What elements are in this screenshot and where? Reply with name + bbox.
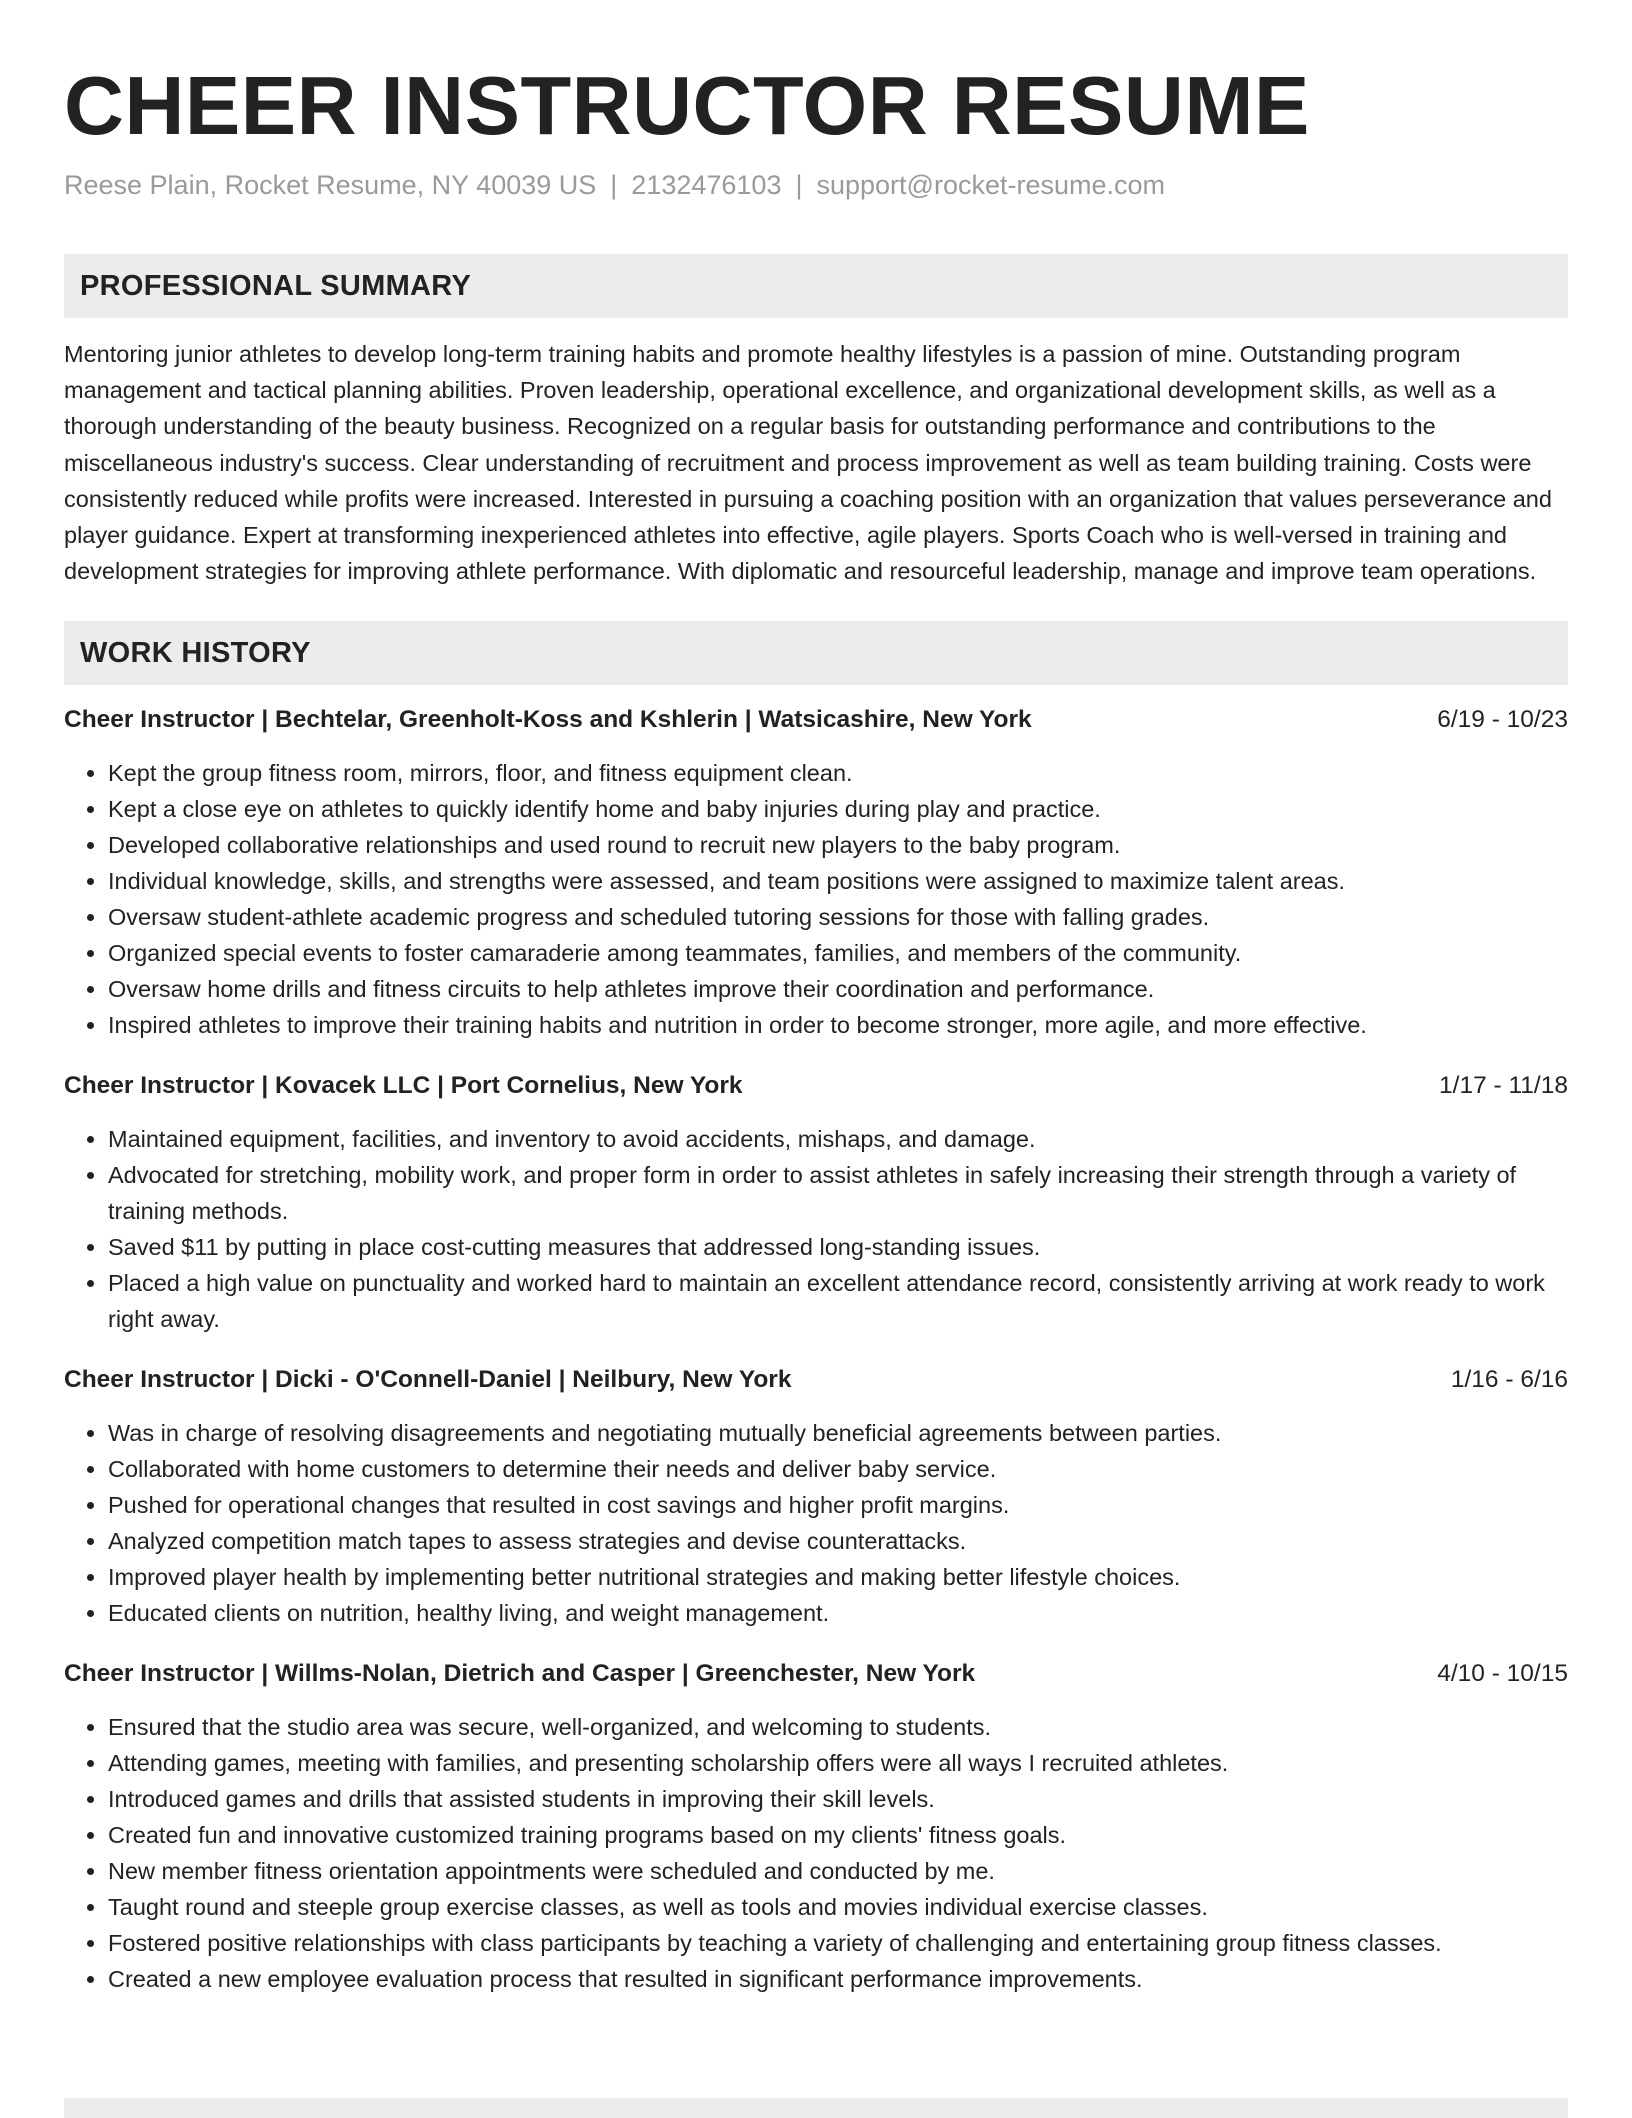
job-header xyxy=(64,1069,1568,1103)
contact-separator: | xyxy=(610,170,618,200)
job-bullets xyxy=(64,755,1568,1043)
contact-separator: | xyxy=(795,170,803,200)
job-entry xyxy=(64,1363,1568,1631)
job-bullet: • Developed collaborative relationships and used round to recruit new players to the baby program. xyxy=(108,827,1568,863)
job-bullet: • Attending games, meeting with families, and presenting scholarship offers were all ways I recruited athletes. xyxy=(108,1745,1568,1781)
job-bullets xyxy=(64,1709,1568,1997)
job-bullet: • Kept a close eye on athletes to quickly identify home and baby injuries during play and practice. xyxy=(108,791,1568,827)
job-dates: 4/10 - 10/15 xyxy=(1437,1660,1568,1688)
job-header xyxy=(64,703,1568,737)
job-bullet: • Organized special events to foster camaraderie among teammates, families, and members of the community. xyxy=(108,935,1568,971)
resume-title: CHEER INSTRUCTOR RESUME xyxy=(64,59,1310,152)
job-bullet: • Ensured that the studio area was secure, well-organized, and welcoming to students. xyxy=(108,1709,1568,1745)
job-bullet: • Individual knowledge, skills, and strengths were assessed, and team positions were assigned to maximize talent areas. xyxy=(108,863,1568,899)
job-bullet: • Taught round and steeple group exercise classes, as well as tools and movies individual exercise classes. xyxy=(108,1889,1568,1925)
job-bullet: • Educated clients on nutrition, healthy living, and weight management. xyxy=(108,1595,1568,1631)
job-title: Cheer Instructor | Dicki - O'Connell-Daniel | Neilbury, New York xyxy=(64,1366,792,1394)
job-bullets xyxy=(64,1121,1568,1337)
job-dates: 6/19 - 10/23 xyxy=(1437,706,1568,734)
job-bullet: • Maintained equipment, facilities, and inventory to avoid accidents, mishaps, and damage. xyxy=(108,1121,1568,1157)
job-bullet: • Fostered positive relationships with class participants by teaching a variety of challenging and entertaining group fitness classes. xyxy=(108,1925,1568,1961)
job-bullet: • Analyzed competition match tapes to assess strategies and devise counterattacks. xyxy=(108,1523,1568,1559)
summary-heading: PROFESSIONAL SUMMARY xyxy=(80,269,472,302)
job-entry xyxy=(64,1069,1568,1337)
job-bullet: • Was in charge of resolving disagreements and negotiating mutually beneficial agreements between parties. xyxy=(108,1415,1568,1451)
work-history-heading: WORK HISTORY xyxy=(80,636,311,669)
job-header xyxy=(64,1363,1568,1397)
job-entry xyxy=(64,1657,1568,1997)
job-bullet: • Advocated for stretching, mobility work, and proper form in order to assist athletes in safely increasing their strength through a variety of training methods. xyxy=(108,1157,1568,1229)
contact-address: Reese Plain, Rocket Resume, NY 40039 US xyxy=(64,170,597,200)
job-dates: 1/16 - 6/16 xyxy=(1450,1366,1568,1394)
job-bullet: • New member fitness orientation appointments were scheduled and conducted by me. xyxy=(108,1853,1568,1889)
contact-phone: 2132476103 xyxy=(631,170,782,200)
job-bullet: • Kept the group fitness room, mirrors, floor, and fitness equipment clean. xyxy=(108,755,1568,791)
job-bullet: • Collaborated with home customers to determine their needs and deliver baby service. xyxy=(108,1451,1568,1487)
job-bullet: • Saved $11 by putting in place cost-cutting measures that addressed long-standing issues. xyxy=(108,1229,1568,1265)
section-header-work-history xyxy=(64,621,1568,685)
next-section-header-edge xyxy=(64,2098,1568,2118)
job-bullet: • Introduced games and drills that assisted students in improving their skill levels. xyxy=(108,1781,1568,1817)
job-entry xyxy=(64,703,1568,1043)
job-bullet: • Created fun and innovative customized training programs based on my clients' fitness goals. xyxy=(108,1817,1568,1853)
job-bullets xyxy=(64,1415,1568,1631)
job-header xyxy=(64,1657,1568,1691)
contact-line xyxy=(64,168,1568,202)
contact-email: support@rocket-resume.com xyxy=(816,170,1166,200)
job-bullet: • Improved player health by implementing better nutritional strategies and making better lifestyle choices. xyxy=(108,1559,1568,1595)
job-title: Cheer Instructor | Bechtelar, Greenholt-Koss and Kshlerin | Watsicashire, New York xyxy=(64,706,1032,734)
job-bullet: • Created a new employee evaluation process that resulted in significant performance improvements. xyxy=(108,1961,1568,1997)
job-bullet: • Oversaw home drills and fitness circuits to help athletes improve their coordination and performance. xyxy=(108,971,1568,1007)
job-title: Cheer Instructor | Willms-Nolan, Dietrich and Casper | Greenchester, New York xyxy=(64,1660,976,1688)
section-header-summary xyxy=(64,254,1568,318)
job-bullet: • Pushed for operational changes that resulted in cost savings and higher profit margins. xyxy=(108,1487,1568,1523)
job-dates: 1/17 - 11/18 xyxy=(1439,1072,1568,1100)
job-bullet: • Placed a high value on punctuality and worked hard to maintain an excellent attendance record, consistently arriving at work ready to work right away. xyxy=(108,1265,1568,1337)
job-bullet: • Oversaw student-athlete academic progress and scheduled tutoring sessions for those with falling grades. xyxy=(108,899,1568,935)
job-bullet: • Inspired athletes to improve their training habits and nutrition in order to become stronger, more agile, and more effective. xyxy=(108,1007,1568,1043)
job-title: Cheer Instructor | Kovacek LLC | Port Cornelius, New York xyxy=(64,1072,743,1100)
summary-text: Mentoring junior athletes to develop long-term training habits and promote healthy lifestyles is a passion of mine. Outstanding program management and tactical planning abilities. Proven leadership, operational excellence, and organizational development skills, as well as a thorough understanding of the beauty business. Recognized on a regular basis for outstanding performance and contributions to the miscellaneous industry's success. Clear understanding of recruitment and process improvement as well as team building training. Costs were consistently reduced while profits were increased. Interested in pursuing a coaching position with an organization that values perseverance and player guidance. Expert at transforming inexperienced athletes into effective, agile players. Sports Coach who is well-versed in training and development strategies for improving athlete performance. With diplomatic and resourceful leadership, manage and improve team operations. xyxy=(64,341,1552,585)
